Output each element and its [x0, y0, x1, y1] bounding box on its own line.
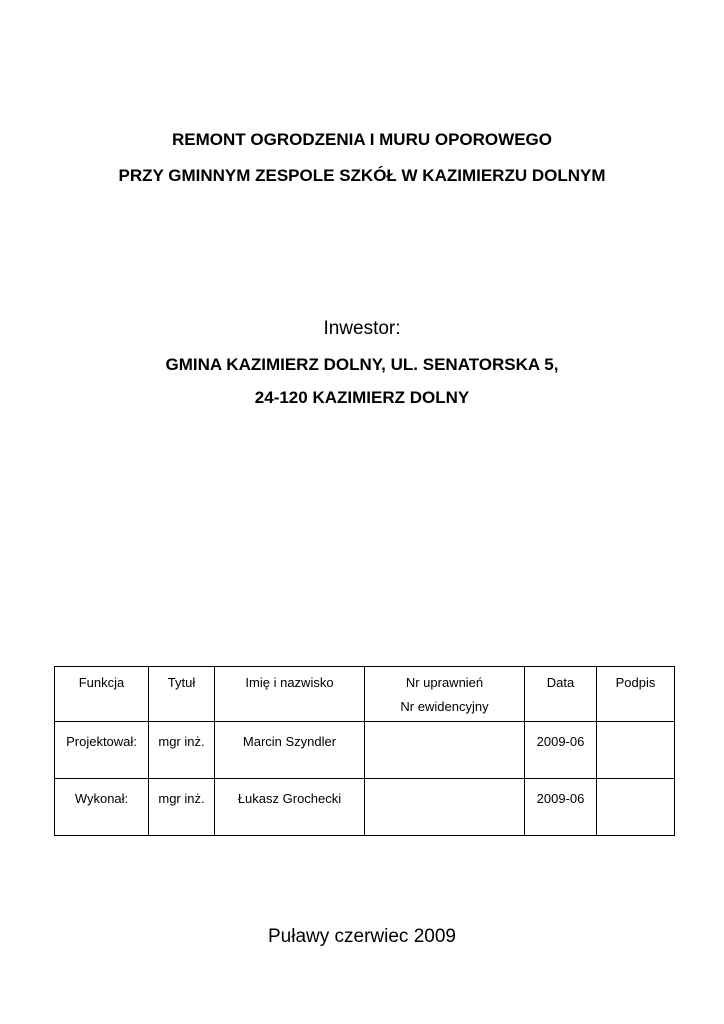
- header-title: Tytuł: [149, 667, 215, 722]
- signature-table: [54, 666, 675, 836]
- row-title: mgr inż.: [149, 779, 215, 836]
- document-title-line2: PRZY GMINNYM ZESPOLE SZKÓŁ W KAZIMIERZU DOLNYM: [118, 166, 606, 185]
- row-title: mgr inż.: [149, 722, 215, 779]
- row-name: Łukasz Grochecki: [215, 779, 365, 836]
- header-name: Imię i nazwisko: [215, 667, 365, 722]
- row-license: [365, 722, 525, 779]
- header-license-line2: Nr ewidencyjny: [400, 699, 489, 714]
- investor-name: GMINA KAZIMIERZ DOLNY, UL. SENATORSKA 5,: [165, 355, 559, 374]
- investor-address: 24-120 KAZIMIERZ DOLNY: [254, 388, 470, 407]
- header-signature: Podpis: [597, 667, 675, 722]
- footer-place-date: Puławy czerwiec 2009: [268, 926, 456, 947]
- table-header-row: [55, 667, 675, 722]
- row-function: Wykonał:: [55, 779, 149, 836]
- row-name: Marcin Szyndler: [215, 722, 365, 779]
- row-license: [365, 779, 525, 836]
- document-title-line1: REMONT OGRODZENIA I MURU OPOROWEGO: [172, 130, 552, 149]
- table-row: [55, 722, 675, 779]
- header-function: Funkcja: [55, 667, 149, 722]
- row-date: 2009-06: [525, 722, 597, 779]
- header-date: Data: [525, 667, 597, 722]
- row-signature: [597, 779, 675, 836]
- row-signature: [597, 722, 675, 779]
- row-function: Projektował:: [55, 722, 149, 779]
- table-row: [55, 779, 675, 836]
- investor-label: Inwestor:: [323, 318, 401, 339]
- header-license-line1: Nr uprawnień: [405, 675, 484, 690]
- row-date: 2009-06: [525, 779, 597, 836]
- header-license: [365, 667, 525, 722]
